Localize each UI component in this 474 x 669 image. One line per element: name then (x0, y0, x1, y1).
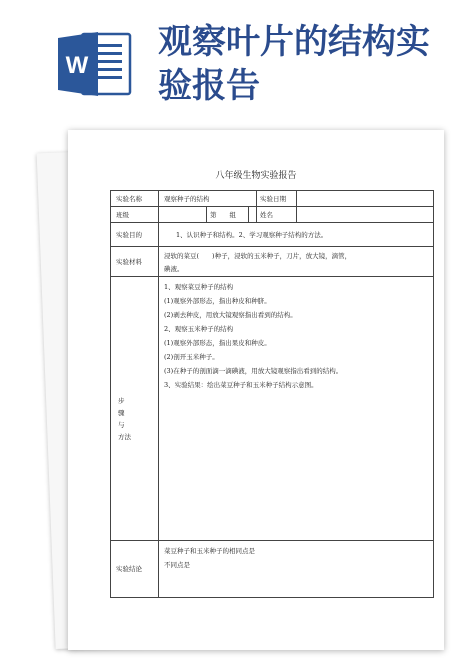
step-line: (2)剥去种皮，用放大镜观察指出看到的结构。 (164, 311, 297, 319)
purpose-value: 1、认识种子和结构。2、学习观察种子结构的方法。 (176, 231, 328, 239)
step-line: 1、观察菜豆种子的结构 (164, 283, 234, 291)
cover-title-line-2: 验报告 (158, 66, 260, 106)
experiment-name-value: 观察种子的结构 (164, 195, 210, 203)
document-title: 八年级生物实验报告 (215, 171, 297, 181)
column-divider (158, 190, 159, 598)
document-page (68, 130, 444, 650)
cover-title-line-1: 观察叶片的结构实 (158, 22, 430, 62)
step-line: 3、实验结果：绘出菜豆种子和玉米种子结构示意图。 (164, 381, 318, 389)
experiment-date-label: 实验日期 (260, 195, 286, 203)
word-document-icon (56, 30, 132, 98)
steps-label-char-3: 与 (118, 421, 125, 429)
report-table (110, 190, 434, 598)
steps-label-char-1: 步 (118, 397, 125, 405)
word-logo-letter: W (65, 52, 89, 79)
step-line: (1)观察外部形态，指出果皮和种皮。 (164, 339, 271, 347)
purpose-label: 实验目的 (116, 231, 142, 239)
step-line: (2)剖开玉米种子。 (164, 353, 219, 361)
materials-line-2: 碘液。 (164, 265, 184, 273)
column-divider (206, 206, 207, 222)
experiment-name-label: 实验名称 (116, 195, 142, 203)
cover-banner (0, 0, 474, 132)
conclusion-label: 实验结论 (116, 565, 142, 573)
student-name-label: 姓名 (260, 211, 273, 219)
steps-label-char-2: 骤 (118, 409, 125, 417)
group-label: 第 组 (210, 211, 236, 219)
materials-label: 实验材料 (116, 258, 142, 266)
cover-title (158, 20, 458, 108)
steps-label-char-4: 方法 (118, 433, 131, 441)
conclusion-line-2: 不同点是 (164, 561, 190, 569)
class-label: 班级 (116, 211, 129, 219)
step-line: 2、观察玉米种子的结构 (164, 325, 234, 333)
conclusion-line-1: 菜豆种子和玉米种子的相同点是 (164, 547, 255, 555)
column-divider (296, 190, 297, 222)
step-line: (1)观察外部形态，指出种皮和种脐。 (164, 297, 271, 305)
column-divider (256, 190, 257, 222)
column-divider (248, 206, 249, 222)
step-line: (3)在种子的剖面滴一滴碘液，用放大镜观察指出看到的结构。 (164, 367, 343, 375)
materials-line-1: 浸软的菜豆( )种子，浸软的玉米种子，刀片，放大镜，滴管， (164, 252, 352, 260)
